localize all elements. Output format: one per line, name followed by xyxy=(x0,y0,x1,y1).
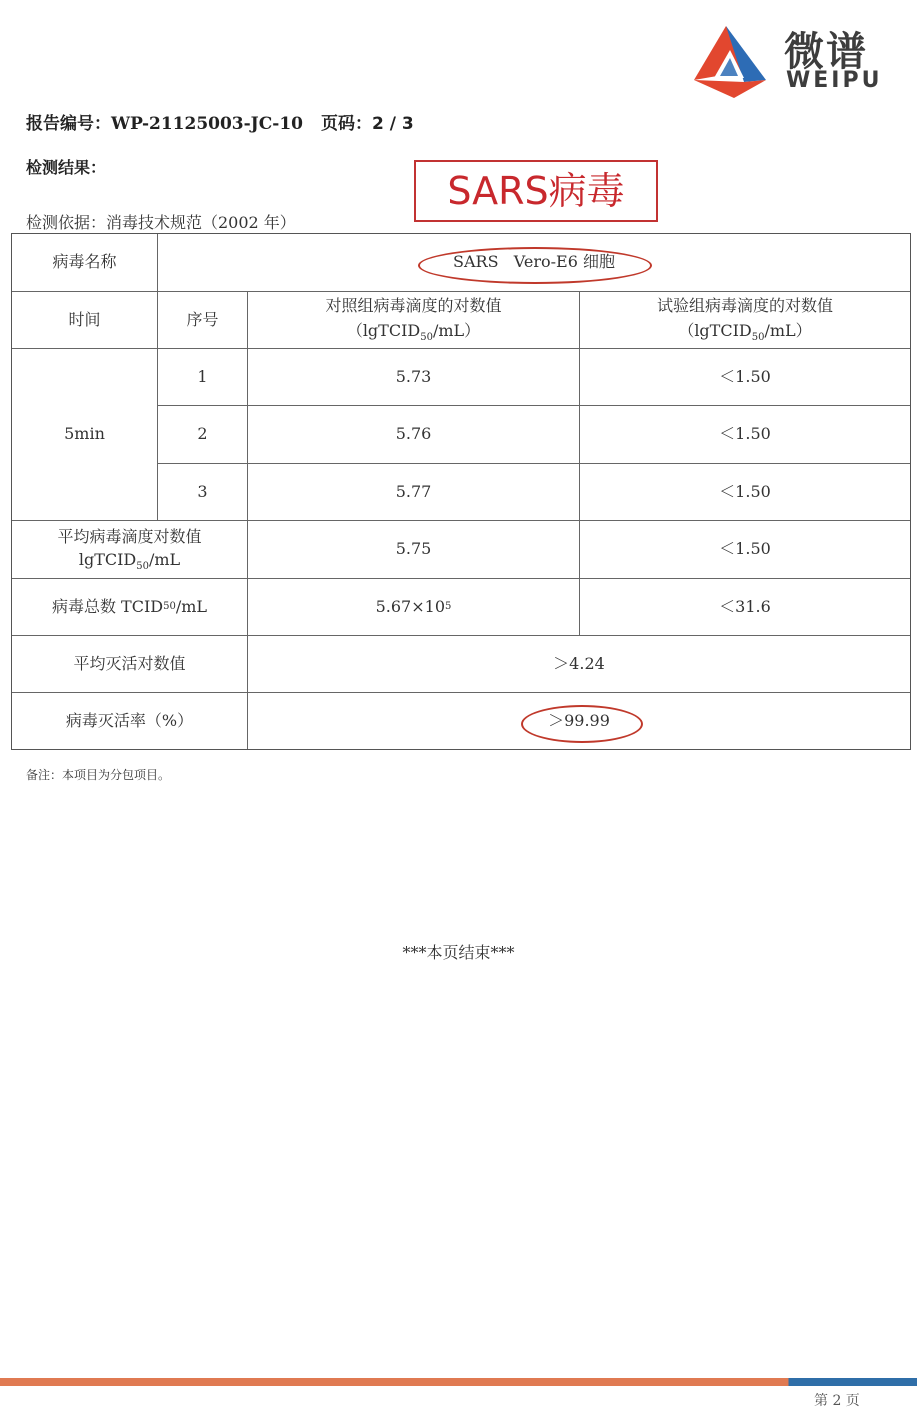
table-row-control: 5.73 xyxy=(395,366,432,386)
avg-kill-value: ＞4.24 xyxy=(553,653,605,673)
virus-name-label: 病毒名称 xyxy=(52,252,117,272)
total-virus-test: ＜31.6 xyxy=(719,596,771,616)
kill-rate-value: ＞99.99 xyxy=(548,710,610,730)
virus-name-highlight-oval xyxy=(418,247,652,284)
avg-titer-label-line1: 平均病毒滴度对数值 xyxy=(57,526,202,546)
sars-virus-stamp: SARS病毒 xyxy=(414,160,658,222)
header-test-title: 试验组病毒滴度的对数值 xyxy=(656,296,833,316)
page-end-mark: ***本页结束*** xyxy=(402,943,515,962)
test-basis: 检测依据：消毒技术规范（2002 年） xyxy=(26,213,296,232)
table-row-seq: 1 xyxy=(197,366,208,386)
table-row-test: ＜1.50 xyxy=(719,481,771,501)
table-row-seq: 2 xyxy=(197,424,208,444)
kill-rate-highlight-oval xyxy=(521,705,643,743)
page-value: 2 / 3 xyxy=(371,114,414,134)
avg-titer-label xyxy=(12,521,247,578)
footer-color-bar xyxy=(0,1378,917,1386)
avg-titer-control: 5.75 xyxy=(395,539,432,559)
logo-english-name: WEIPU xyxy=(786,68,883,93)
header-control-title: 对照组病毒滴度的对数值 xyxy=(325,296,502,316)
header-time: 时间 xyxy=(68,309,101,329)
report-number-line xyxy=(26,109,414,134)
results-table xyxy=(11,233,911,750)
logo-chinese-name: 微谱 xyxy=(784,29,868,75)
table-row-test: ＜1.50 xyxy=(719,424,771,444)
total-virus-control: 5.67×10 5 xyxy=(375,596,452,616)
header-seq: 序号 xyxy=(186,309,219,329)
kill-rate-label: 病毒灭活率（%） xyxy=(65,710,194,730)
header-control-unit: （lgTCID$_{50}$/mL） xyxy=(346,321,481,344)
avg-titer-label-line2: lgTCID$_{50}$/mL xyxy=(78,549,181,572)
avg-kill-label: 平均灭活对数值 xyxy=(73,653,186,673)
table-row-control: 5.76 xyxy=(395,424,432,444)
total-virus-label: 病毒总数 TCID 50 /mL xyxy=(51,596,208,616)
header-test xyxy=(580,292,910,348)
footnote: 备注：本项目为分包项目。 xyxy=(26,768,171,782)
virus-name-value: SARS Vero-E6 细胞 xyxy=(453,252,615,272)
table-row-seq: 3 xyxy=(197,481,208,501)
page-footer-number: 第 2 页 xyxy=(814,1393,860,1409)
time-value: 5min xyxy=(64,424,105,444)
report-number-label: 报告编号： xyxy=(26,114,111,134)
result-label: 检测结果： xyxy=(26,158,107,177)
table-row-test: ＜1.50 xyxy=(719,366,771,386)
page-label: 页码： xyxy=(320,114,372,134)
header-test-unit: （lgTCID$_{50}$/mL） xyxy=(678,321,812,344)
table-row-control: 5.77 xyxy=(395,481,432,501)
report-number: WP-21125003-JC-10 xyxy=(111,114,303,134)
avg-titer-test: ＜1.50 xyxy=(719,539,771,559)
header-control xyxy=(248,292,579,348)
